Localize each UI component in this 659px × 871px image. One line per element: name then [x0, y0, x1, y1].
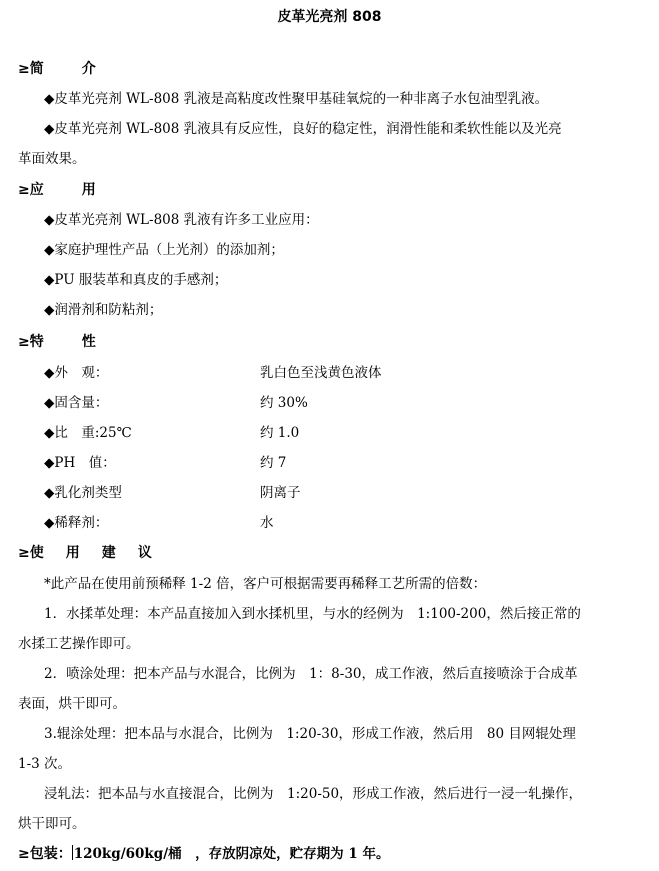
usage-line-8: 浸轧法：把本品与水直接混合，比例为 1:20-50，形成工作液，然后进行一浸一轧操作，: [44, 786, 583, 802]
section-heading-intro: ≥简 介: [18, 61, 96, 77]
prop-label: ◆乳化剂类型: [44, 485, 122, 501]
usage-line-3: 水揉工艺操作即可。: [18, 636, 140, 652]
packaging-line: ≥包装： 120kg/60kg/桶 ，存放阴凉处，贮存期为 1 年。: [18, 846, 390, 862]
section-heading-application: ≥应 用: [18, 182, 96, 198]
prop-row: [44, 364, 644, 382]
prop-value: 约 1.0: [260, 425, 300, 441]
prop-label: ◆稀释剂：: [44, 515, 109, 531]
intro-line-3: 革面效果。: [18, 151, 86, 167]
app-line-1: ◆皮革光亮剂 WL-808 乳液有许多工业应用：: [44, 212, 319, 228]
section-heading-usage: ≥使 用 建 议: [18, 545, 152, 561]
prop-row: [44, 424, 644, 442]
prop-label: ◆PH 值：: [44, 455, 116, 471]
usage-line-4: 2．喷涂处理：把本产品与水混合，比例为 1：8-30，成工作液，然后直接喷涂于合成革: [44, 666, 578, 682]
intro-line-1: ◆皮革光亮剂 WL-808 乳液是高粘度改性聚甲基硅氧烷的一种非离子水包油型乳液。: [44, 91, 549, 107]
prop-row: [44, 454, 644, 472]
app-line-4: ◆润滑剂和防粘剂；: [44, 302, 163, 318]
prop-label: ◆固含量：: [44, 395, 109, 411]
usage-line-1: *此产品在使用前预稀释 1-2 倍，客户可根据需要再稀释工艺所需的倍数：: [44, 576, 487, 592]
usage-line-7: 1-3 次。: [18, 756, 72, 772]
prop-row: [44, 394, 644, 412]
usage-line-2: 1．水揉革处理：本产品直接加入到水揉机里，与水的经例为 1:100-200，然后接正常的: [44, 606, 581, 622]
usage-line-9: 烘干即可。: [18, 816, 86, 832]
prop-label: ◆外 观：: [44, 365, 109, 381]
usage-line-6: 3.辊涂处理：把本品与水混合，比例为 1:20-30，形成工作液，然后用 80 目网辊处理: [44, 726, 576, 742]
app-line-2: ◆家庭护理性产品（上光剂）的添加剂；: [44, 242, 284, 258]
prop-value: 约 30%: [260, 395, 308, 411]
prop-label: ◆比 重:25℃: [44, 425, 132, 441]
prop-value: 水: [260, 515, 274, 531]
section-heading-properties: ≥特 性: [18, 334, 96, 350]
prop-value: 约 7: [260, 455, 287, 471]
prop-row: [44, 484, 644, 502]
prop-value: 乳白色至浅黄色液体: [260, 365, 382, 381]
document-title: 皮革光亮剂 808: [277, 9, 382, 25]
prop-row: [44, 514, 644, 532]
text-cursor: [72, 845, 73, 860]
intro-line-2: ◆皮革光亮剂 WL-808 乳液具有反应性，良好的稳定性，润滑性能和柔软性能以及光亮: [44, 121, 562, 137]
prop-value: 阴离子: [260, 485, 301, 501]
app-line-3: ◆PU 服装革和真皮的手感剂；: [44, 272, 228, 288]
usage-line-5: 表面，烘干即可。: [18, 696, 126, 712]
